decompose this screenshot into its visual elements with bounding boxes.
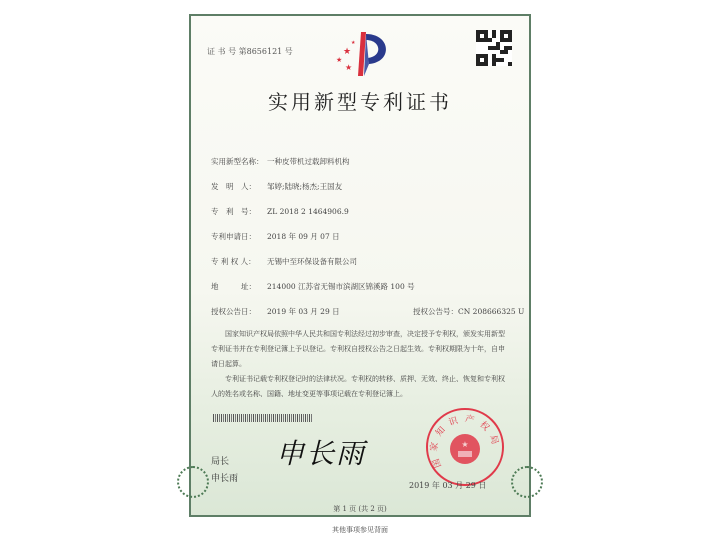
- field-label: 实用新型名称：: [211, 157, 264, 166]
- field-name: [211, 156, 350, 167]
- footnote: 其他事项参见背面: [332, 526, 388, 534]
- signature: 申长雨: [276, 437, 367, 470]
- field-value: CN 208666325 U: [458, 307, 525, 316]
- field-label: 授权公告号：: [413, 307, 458, 316]
- director-name: 申长雨: [211, 474, 239, 484]
- paragraph: 国家知识产权局依照中华人民共和国专利法经过初步审查，决定授予专利权，颁发实用新型专利证书并在专利登记簿上予以登记。专利权自授权公告之日起生效。专利权期限为十年，自申请日起算。: [211, 330, 505, 368]
- field-value: 邹婷;陆晓;杨杰;王国友: [267, 182, 343, 191]
- certificate-number: 证 书 号 第8656121 号: [207, 47, 293, 56]
- field-value: ZL 2018 2 1464906.9: [267, 207, 349, 216]
- svg-text:★: ★: [345, 63, 353, 72]
- page-indicator: 第 1 页 (共 2 页): [333, 505, 387, 513]
- field-label: 专 利 权 人：: [211, 257, 256, 266]
- field-address: [211, 281, 415, 292]
- field-label: 专 利 号：: [211, 207, 256, 216]
- field-application-date: [211, 231, 340, 242]
- certificate-title: 实用新型专利证书: [268, 90, 452, 114]
- field-inventors: [211, 181, 342, 192]
- ornament-right: [511, 466, 543, 498]
- svg-text:★: ★: [461, 440, 469, 449]
- field-patentee: [211, 256, 357, 267]
- patent-certificate: [189, 14, 531, 517]
- national-emblem-icon: [428, 410, 502, 484]
- paragraph: 专利证书记载专利权登记时的法律状况。专利权的转移、质押、无效、终止、恢复和专利权人的姓名或名称、国籍、地址变更等事项记载在专利登记簿上。: [211, 375, 505, 398]
- cnipa-logo-icon: [333, 30, 393, 76]
- qr-code-icon: [476, 30, 512, 66]
- svg-text:★: ★: [351, 40, 356, 46]
- svg-text:★: ★: [343, 47, 352, 57]
- field-label: 发 明 人：: [211, 182, 256, 191]
- director-title: 局长: [211, 457, 230, 467]
- field-value: 无锡中至环保设备有限公司: [267, 257, 357, 266]
- field-label: 专利申请日：: [211, 232, 256, 241]
- field-value: 2019 年 03 月 29 日: [267, 307, 340, 316]
- seal-text: 国家知识产权局: [429, 414, 501, 469]
- field-patent-number: [211, 206, 349, 217]
- field-value: 2018 年 09 月 07 日: [267, 232, 340, 241]
- official-seal: [426, 408, 504, 486]
- barcode: [213, 414, 313, 422]
- field-label: 地 址：: [211, 282, 256, 291]
- field-label: 授权公告日：: [211, 307, 256, 316]
- svg-text:★: ★: [336, 56, 343, 64]
- field-value: 一种皮带机过载卸料机构: [267, 157, 350, 166]
- ornament-left: [177, 466, 209, 498]
- field-value: 214000 江苏省无锡市滨湖区锦溪路 100 号: [267, 282, 415, 291]
- field-grant-date: [211, 306, 340, 317]
- field-announcement-number: [413, 306, 524, 317]
- seal-date: 2019 年 03 月 29 日: [409, 481, 487, 490]
